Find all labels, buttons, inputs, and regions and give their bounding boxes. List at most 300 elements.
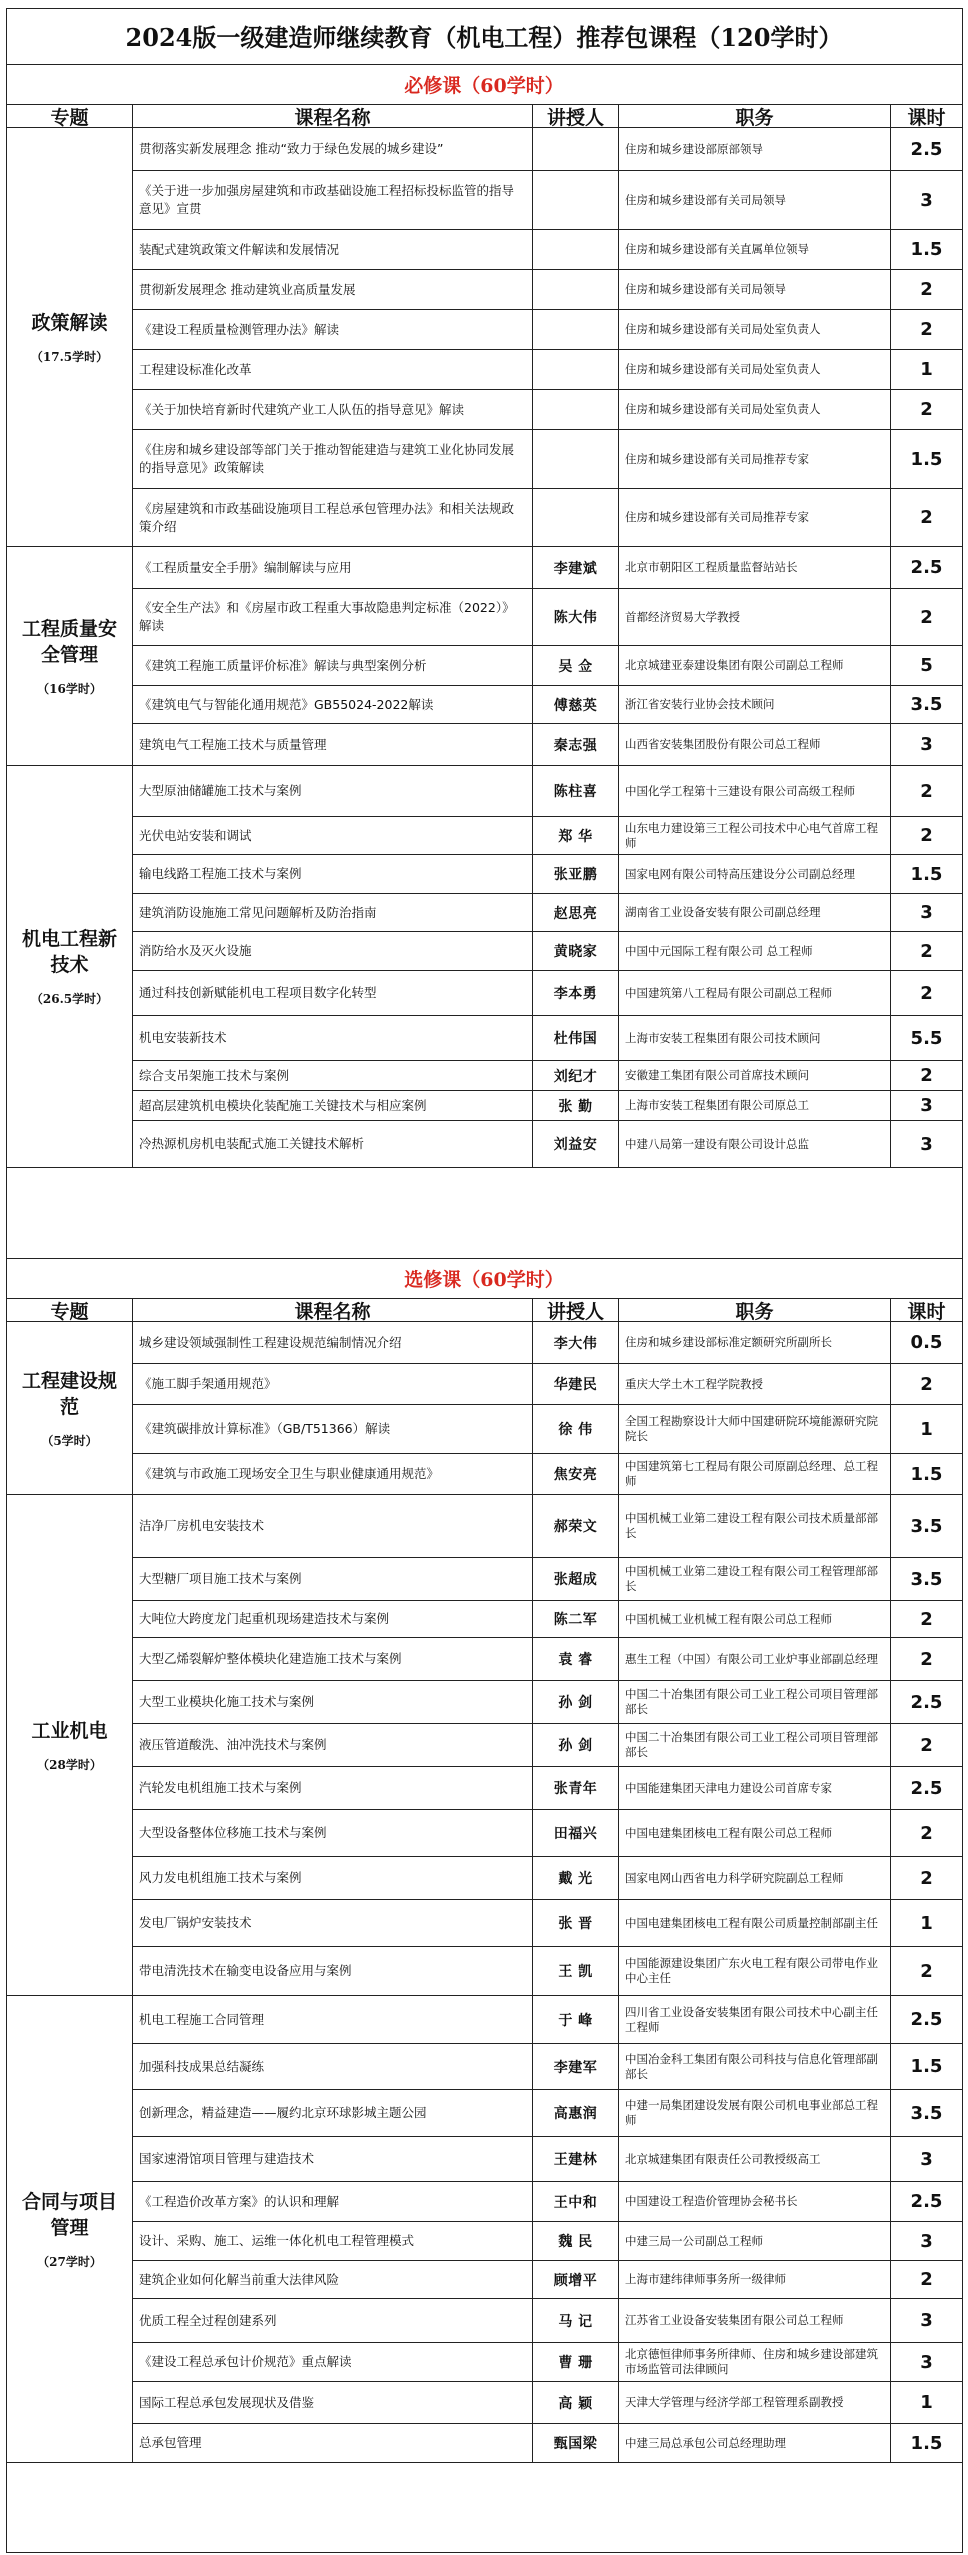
grid-line <box>618 1680 619 1723</box>
lecturer-name: 黄晓家 <box>553 944 598 960</box>
lecturer-position: 安徽建工集团有限公司首席技术顾问 <box>625 1068 809 1082</box>
course-hours: 1.5 <box>910 2432 943 2454</box>
grid-line <box>618 309 619 349</box>
category-hours: （26.5学时） <box>30 992 109 1006</box>
course-name: 设计、采购、施工、运维一体化机电工程管理模式 <box>139 2233 415 2248</box>
grid-line <box>890 1557 891 1600</box>
lecturer-name <box>533 171 618 229</box>
grid-line <box>618 546 619 588</box>
course-name: 国际工程总承包发展现状及借鉴 <box>139 2394 315 2410</box>
grid-line <box>890 2423 891 2462</box>
grid-line <box>890 723 891 765</box>
course-hours: 2 <box>920 780 933 802</box>
course-name: 《安全生产法》和《房屋市政工程重大事故隐患判定标准（2022）》解读 <box>139 600 515 633</box>
course-hours: 1.5 <box>910 863 943 885</box>
category-cell <box>7 128 132 546</box>
grid-line <box>890 1404 891 1453</box>
grid-line <box>532 1298 533 1321</box>
course-hours: 2 <box>920 1608 933 1630</box>
course-name: 大型原油储罐施工技术与案例 <box>139 783 302 798</box>
grid-line <box>618 816 619 854</box>
lecturer-position: 江苏省工业设备安装集团有限公司总工程师 <box>625 2313 844 2327</box>
grid-line <box>890 127 891 170</box>
grid-line <box>890 229 891 269</box>
grid-line <box>532 765 533 816</box>
course-hours: 2.5 <box>910 2009 943 2030</box>
grid-line <box>890 1298 891 1321</box>
grid-line <box>532 389 533 429</box>
grid-line <box>890 2043 891 2089</box>
course-name: 光伏电站安装和调试 <box>139 827 252 843</box>
lecturer-position: 北京城建集团有限责任公司教授级高工 <box>625 2151 821 2166</box>
grid-line <box>890 2136 891 2181</box>
lecturer-name: 马 记 <box>558 2313 593 2330</box>
column-header-lecturer: 讲授人 <box>533 105 618 127</box>
grid-line <box>618 1015 619 1060</box>
lecturer-position: 中国机械工业第二建设工程有限公司技术质量部部长 <box>625 1511 878 1540</box>
lecturer-name: 焦安亮 <box>553 1467 598 1483</box>
grid-line <box>532 1494 533 1557</box>
lecturer-name: 甄国梁 <box>553 2436 598 2452</box>
grid-line <box>618 931 619 970</box>
lecturer-position: 中国二十冶集团有限公司工业工程公司项目管理部部长 <box>625 1730 878 1759</box>
grid-line <box>532 1680 533 1723</box>
grid-line <box>532 1404 533 1453</box>
grid-line <box>890 1494 891 1557</box>
grid-line <box>618 2043 619 2089</box>
lecturer-position: 住房和城乡建设部有关司局领导 <box>625 282 786 296</box>
grid-line <box>618 170 619 229</box>
grid-line <box>532 970 533 1015</box>
grid-line <box>618 2089 619 2136</box>
grid-line <box>532 488 533 546</box>
grid-line <box>532 893 533 931</box>
grid-line <box>532 588 533 645</box>
grid-line <box>532 723 533 765</box>
course-name: 优质工程全过程创建系列 <box>139 2312 277 2328</box>
grid-line <box>532 104 533 127</box>
lecturer-name: 孙 剑 <box>558 1695 593 1711</box>
course-name: 机电工程施工合同管理 <box>139 2011 265 2027</box>
grid-line <box>532 2043 533 2089</box>
course-name: 带电清洗技术在输变电设备应用与案例 <box>139 1963 352 1978</box>
grid-line <box>890 1856 891 1899</box>
grid-line <box>890 816 891 854</box>
grid-line <box>890 2260 891 2298</box>
lecturer-position: 中国建设工程造价管理协会秘书长 <box>625 2194 798 2208</box>
course-name: 消防给水及灭火设施 <box>139 943 252 958</box>
grid-line <box>890 685 891 723</box>
lecturer-name: 郝荣文 <box>553 1519 598 1535</box>
course-hours: 2 <box>920 1373 933 1395</box>
grid-line <box>532 2342 533 2381</box>
grid-line <box>532 1899 533 1946</box>
category-cell <box>7 1322 132 1494</box>
grid-line <box>532 1946 533 1995</box>
grid-line <box>890 893 891 931</box>
course-name: 风力发电机组施工技术与案例 <box>139 1870 302 1885</box>
grid-line <box>618 269 619 309</box>
grid-line <box>532 2381 533 2423</box>
course-hours: 3 <box>920 1095 933 1116</box>
lecturer-name: 高 颖 <box>558 2395 593 2412</box>
grid-line <box>618 1363 619 1404</box>
course-name: 大型工业模块化施工技术与案例 <box>139 1694 315 1709</box>
lecturer-name <box>533 270 618 309</box>
lecturer-name: 孙 剑 <box>558 1738 593 1754</box>
course-name: 建筑电气工程施工技术与质量管理 <box>139 736 327 752</box>
course-name: 《建筑与市政施工现场安全卫生与职业健康通用规范》 <box>139 1466 440 1481</box>
course-name: 贯彻落实新发展理念 推动“致力于绿色发展的城乡建设” <box>139 141 444 156</box>
course-hours: 5.5 <box>910 1027 943 1049</box>
grid-line <box>618 1321 619 1363</box>
grid-line <box>890 104 891 127</box>
category-hours: （28学时） <box>37 1757 102 1772</box>
lecturer-name <box>533 489 618 546</box>
category-hours: （17.5学时） <box>30 349 109 364</box>
grid-line <box>6 8 963 9</box>
course-hours: 1.5 <box>910 448 943 470</box>
lecturer-position: 四川省工业设备安装集团有限公司技术中心副主任工程师 <box>625 2004 878 2034</box>
lecturer-position: 中国化学工程第十三建设有限公司高级工程师 <box>625 783 855 798</box>
column-header-position: 职务 <box>619 1299 890 1321</box>
lecturer-name: 刘纪才 <box>553 1068 598 1085</box>
grid-line <box>618 349 619 389</box>
course-name: 贯彻新发展理念 推动建筑业高质量发展 <box>139 281 356 297</box>
column-header-lecturer: 讲授人 <box>533 1299 618 1321</box>
column-header-position: 职务 <box>619 105 890 127</box>
course-hours: 3 <box>920 734 933 755</box>
course-hours: 3 <box>920 902 933 923</box>
course-hours: 1 <box>920 2392 933 2413</box>
grid-line <box>532 854 533 893</box>
grid-line <box>890 1090 891 1120</box>
grid-line <box>618 1766 619 1809</box>
course-name: 液压管道酸洗、油冲洗技术与案例 <box>139 1737 327 1752</box>
grid-line <box>890 931 891 970</box>
course-hours: 2 <box>920 940 933 962</box>
grid-line <box>890 1060 891 1090</box>
grid-line <box>532 1856 533 1899</box>
grid-line <box>890 170 891 229</box>
course-name: 《建设工程总承包计价规范》重点解读 <box>139 2354 352 2369</box>
course-name: 大吨位大跨度龙门起重机现场建造技术与案例 <box>139 1611 390 1626</box>
grid-line <box>890 854 891 893</box>
course-name: 《关于加快培育新时代建筑产业工人队伍的指导意见》解读 <box>139 401 465 417</box>
category-cell <box>7 1495 132 1995</box>
course-name: 《工程质量安全手册》编制解读与应用 <box>139 559 352 575</box>
grid-line <box>618 2342 619 2381</box>
course-hours: 2 <box>920 319 933 340</box>
grid-line <box>890 1363 891 1404</box>
course-hours: 3 <box>920 189 933 211</box>
lecturer-position: 上海市安装工程集团有限公司原总工 <box>625 1098 809 1112</box>
grid-line <box>532 1557 533 1600</box>
lecturer-position: 住房和城乡建设部有关司局推荐专家 <box>625 451 809 466</box>
course-hours: 1 <box>920 1912 933 1934</box>
grid-line <box>618 127 619 170</box>
course-hours: 2.5 <box>910 1777 943 1799</box>
lecturer-name: 杜伟国 <box>553 1031 598 1047</box>
category-name: 工程质量安全管理 <box>21 617 117 666</box>
lecturer-name: 傅慈英 <box>553 697 598 714</box>
grid-line <box>890 309 891 349</box>
grid-line <box>618 685 619 723</box>
lecturer-name: 田福兴 <box>553 1826 598 1842</box>
lecturer-position: 国家电网有限公司特高压建设分公司副总经理 <box>625 866 855 881</box>
lecturer-name: 王建林 <box>553 2152 598 2168</box>
course-name: 《建设工程质量检测管理办法》解读 <box>139 321 340 337</box>
lecturer-name: 张青年 <box>553 1781 598 1797</box>
category-name: 工程建设规范 <box>21 1369 117 1418</box>
grid-line <box>890 588 891 645</box>
grid-line <box>890 2298 891 2342</box>
course-name: 《工程造价改革方案》的认识和理解 <box>139 2193 340 2209</box>
grid-line <box>890 970 891 1015</box>
course-name: 冷热源机房机电装配式施工关键技术解析 <box>139 1136 365 1151</box>
grid-line <box>890 389 891 429</box>
lecturer-name: 李大伟 <box>553 1335 598 1352</box>
grid-line <box>532 429 533 488</box>
lecturer-position: 北京城建亚泰建设集团有限公司副总工程师 <box>625 658 844 672</box>
grid-line <box>618 1120 619 1167</box>
course-hours: 1 <box>920 1418 933 1440</box>
grid-line <box>532 2089 533 2136</box>
column-header-course: 课程名称 <box>133 105 532 127</box>
course-hours: 2 <box>920 1648 933 1670</box>
lecturer-position: 住房和城乡建设部有关司局处室负责人 <box>625 362 821 376</box>
grid-line <box>618 1946 619 1995</box>
grid-line <box>618 1637 619 1680</box>
lecturer-name <box>533 430 618 488</box>
grid-line <box>890 2381 891 2423</box>
lecturer-name: 秦志强 <box>553 737 598 754</box>
grid-line <box>890 1600 891 1637</box>
lecturer-name: 张 晋 <box>558 1916 593 1932</box>
grid-line <box>618 1995 619 2043</box>
lecturer-position: 中国电建集团核电工程有限公司总工程师 <box>625 1825 832 1840</box>
grid-line <box>532 170 533 229</box>
course-hours: 3.5 <box>910 694 943 715</box>
lecturer-position: 中国机械工业第二建设工程有限公司工程管理部部长 <box>625 1564 878 1593</box>
required-section-label: 必修课（60学时） <box>404 74 564 97</box>
grid-line <box>532 1363 533 1404</box>
grid-line <box>618 854 619 893</box>
grid-line <box>532 1090 533 1120</box>
grid-line <box>890 1453 891 1494</box>
grid-line <box>890 429 891 488</box>
lecturer-position: 中国二十冶集团有限公司工业工程公司项目管理部部长 <box>625 1687 878 1716</box>
grid-line <box>890 765 891 816</box>
grid-line <box>132 1298 133 1321</box>
grid-line <box>618 429 619 488</box>
lecturer-position: 住房和城乡建设部有关司局推荐专家 <box>625 510 809 524</box>
lecturer-position: 住房和城乡建设部有关司局领导 <box>625 192 786 207</box>
course-name: 国家速滑馆项目管理与建造技术 <box>139 2151 315 2166</box>
course-hours: 2 <box>920 1960 933 1982</box>
course-hours: 2 <box>920 1734 933 1756</box>
column-header-category: 专题 <box>7 1299 132 1321</box>
course-name: 城乡建设领域强制性工程建设规范编制情况介绍 <box>139 1334 402 1350</box>
lecturer-position: 中建一局集团建设发展有限公司机电事业部总工程师 <box>625 2098 878 2127</box>
elective-section-label: 选修课（60学时） <box>404 1268 564 1291</box>
lecturer-position: 北京市朝阳区工程质量监督站站长 <box>625 560 798 574</box>
course-name: 总承包管理 <box>139 2435 202 2450</box>
course-name: 《建筑工程施工质量评价标准》解读与典型案例分析 <box>139 657 427 673</box>
lecturer-position: 中国电建集团核电工程有限公司质量控制部副主任 <box>625 1915 878 1930</box>
course-name: 《关于进一步加强房屋建筑和市政基础设施工程招标投标监管的指导意见》宣贯 <box>139 183 515 216</box>
grid-line <box>532 816 533 854</box>
lecturer-position: 中国能建集团天津电力建设公司首席专家 <box>625 1780 832 1795</box>
lecturer-position: 湖南省工业设备安装有限公司副总经理 <box>625 905 821 919</box>
category-cell <box>7 1996 132 2462</box>
category-hours: （27学时） <box>37 2254 102 2269</box>
course-hours: 2 <box>920 1822 933 1844</box>
lecturer-name: 于 峰 <box>558 2012 593 2029</box>
lecturer-name: 王中和 <box>553 2194 598 2211</box>
grid-line <box>132 104 133 127</box>
grid-line <box>890 1015 891 1060</box>
grid-line <box>890 2089 891 2136</box>
grid-line <box>890 269 891 309</box>
lecturer-name: 陈柱喜 <box>553 784 598 800</box>
course-name: 《房屋建筑和市政基础设施项目工程总承包管理办法》和相关法规政策介绍 <box>139 500 515 534</box>
grid-line <box>618 893 619 931</box>
grid-line <box>618 1600 619 1637</box>
lecturer-name: 张亚鹏 <box>553 867 598 883</box>
grid-line <box>618 488 619 546</box>
lecturer-name: 王 凯 <box>558 1964 593 1980</box>
grid-line <box>6 1258 963 1259</box>
course-name: 汽轮发电机组施工技术与案例 <box>139 1780 302 1795</box>
grid-line <box>618 645 619 685</box>
course-hours: 5 <box>920 655 933 676</box>
category-cell <box>7 547 132 765</box>
lecturer-name: 华建民 <box>553 1377 598 1393</box>
grid-line <box>618 970 619 1015</box>
column-header-course: 课程名称 <box>133 1299 532 1321</box>
course-hours: 0.5 <box>910 1332 943 1353</box>
course-hours: 2 <box>920 279 933 300</box>
grid-line <box>618 1723 619 1766</box>
lecturer-position: 重庆大学土木工程学院教授 <box>625 1376 763 1391</box>
grid-line <box>532 1453 533 1494</box>
course-name: 超高层建筑机电模块化装配施工关键技术与相应案例 <box>139 1097 427 1113</box>
lecturer-position: 天津大学管理与经济学部工程管理系副教授 <box>625 2395 844 2409</box>
grid-line <box>890 2221 891 2260</box>
lecturer-position: 中国建筑第七工程局有限公司原副总经理、总工程师 <box>625 1459 878 1488</box>
lecturer-name: 曹 珊 <box>558 2355 593 2371</box>
grid-line <box>890 2342 891 2381</box>
grid-line <box>890 1899 891 1946</box>
lecturer-position: 住房和城乡建设部有关司局处室负责人 <box>625 402 821 416</box>
page-title: 2024版一级建造师继续教育（机电工程）推荐包课程（120学时） <box>125 23 843 52</box>
grid-line <box>618 2381 619 2423</box>
grid-line <box>618 2136 619 2181</box>
lecturer-name: 徐 伟 <box>558 1422 593 1438</box>
grid-line <box>890 1723 891 1766</box>
lecturer-name <box>533 390 618 429</box>
grid-line <box>532 2181 533 2221</box>
lecturer-name <box>533 310 618 349</box>
course-hours: 2 <box>920 507 933 528</box>
course-hours: 3 <box>920 2230 933 2252</box>
grid-line <box>532 1060 533 1090</box>
grid-line <box>532 1723 533 1766</box>
lecturer-position: 山东电力建设第三工程公司技术中心电气首席工程师 <box>625 820 878 850</box>
grid-line <box>6 64 963 65</box>
course-hours: 1.5 <box>910 1463 943 1485</box>
lecturer-position: 中建八局第一建设有限公司设计总监 <box>625 1136 809 1151</box>
grid-line <box>890 1995 891 2043</box>
grid-line <box>532 645 533 685</box>
course-hours: 2 <box>920 1867 933 1889</box>
grid-line <box>532 1600 533 1637</box>
grid-line <box>532 229 533 269</box>
grid-line <box>890 1680 891 1723</box>
lecturer-position: 中国建筑第八工程局有限公司副总工程师 <box>625 985 832 1000</box>
course-hours: 3.5 <box>910 1515 943 1537</box>
grid-line <box>890 488 891 546</box>
grid-line <box>618 765 619 816</box>
grid-line <box>532 309 533 349</box>
grid-line <box>890 2181 891 2221</box>
course-name: 发电厂锅炉安装技术 <box>139 1915 252 1930</box>
lecturer-position: 住房和城乡建设部标准定额研究所副所长 <box>625 1335 832 1349</box>
course-name: 大型糖厂项目施工技术与案例 <box>139 1571 302 1586</box>
grid-line <box>618 104 619 127</box>
lecturer-name: 袁 睿 <box>558 1652 593 1668</box>
lecturer-position: 中建三局一公司副总工程师 <box>625 2233 763 2248</box>
grid-line <box>618 2181 619 2221</box>
course-name: 综合支吊架施工技术与案例 <box>139 1067 290 1083</box>
grid-line <box>618 1060 619 1090</box>
grid-line <box>618 2298 619 2342</box>
grid-line <box>532 349 533 389</box>
grid-line <box>618 1494 619 1557</box>
lecturer-position: 中国冶金科工集团有限公司科技与信息化管理部副部长 <box>625 2051 878 2081</box>
grid-line <box>532 546 533 588</box>
grid-line <box>890 1946 891 1995</box>
lecturer-name: 陈大伟 <box>553 610 598 626</box>
course-hours: 2.5 <box>910 1691 943 1713</box>
course-name: 《施工脚手架通用规范》 <box>139 1376 277 1391</box>
lecturer-name <box>533 350 618 389</box>
grid-line <box>890 546 891 588</box>
grid-line <box>618 1090 619 1120</box>
lecturer-name: 高惠润 <box>553 2106 598 2122</box>
grid-line <box>618 2423 619 2462</box>
course-name: 《住房和城乡建设部等部门关于推动智能建造与建筑工业化协同发展的指导意见》政策解读 <box>139 442 515 475</box>
grid-line <box>618 588 619 645</box>
grid-line <box>890 1120 891 1167</box>
lecturer-name: 郑 华 <box>558 828 593 845</box>
column-header-hours: 课时 <box>891 105 962 127</box>
course-name: 输电线路工程施工技术与案例 <box>139 866 302 881</box>
course-name: 通过科技创新赋能机电工程项目数字化转型 <box>139 985 377 1000</box>
grid-line <box>890 1637 891 1680</box>
grid-line <box>532 931 533 970</box>
grid-line <box>532 269 533 309</box>
course-hours: 2 <box>920 982 933 1004</box>
course-hours: 3 <box>920 2351 933 2373</box>
grid-line <box>532 1766 533 1809</box>
grid-line <box>532 1120 533 1167</box>
grid-line <box>532 2221 533 2260</box>
grid-line <box>618 1404 619 1453</box>
course-name: 洁净厂房机电安装技术 <box>139 1518 265 1533</box>
course-hours: 3.5 <box>910 1568 943 1590</box>
